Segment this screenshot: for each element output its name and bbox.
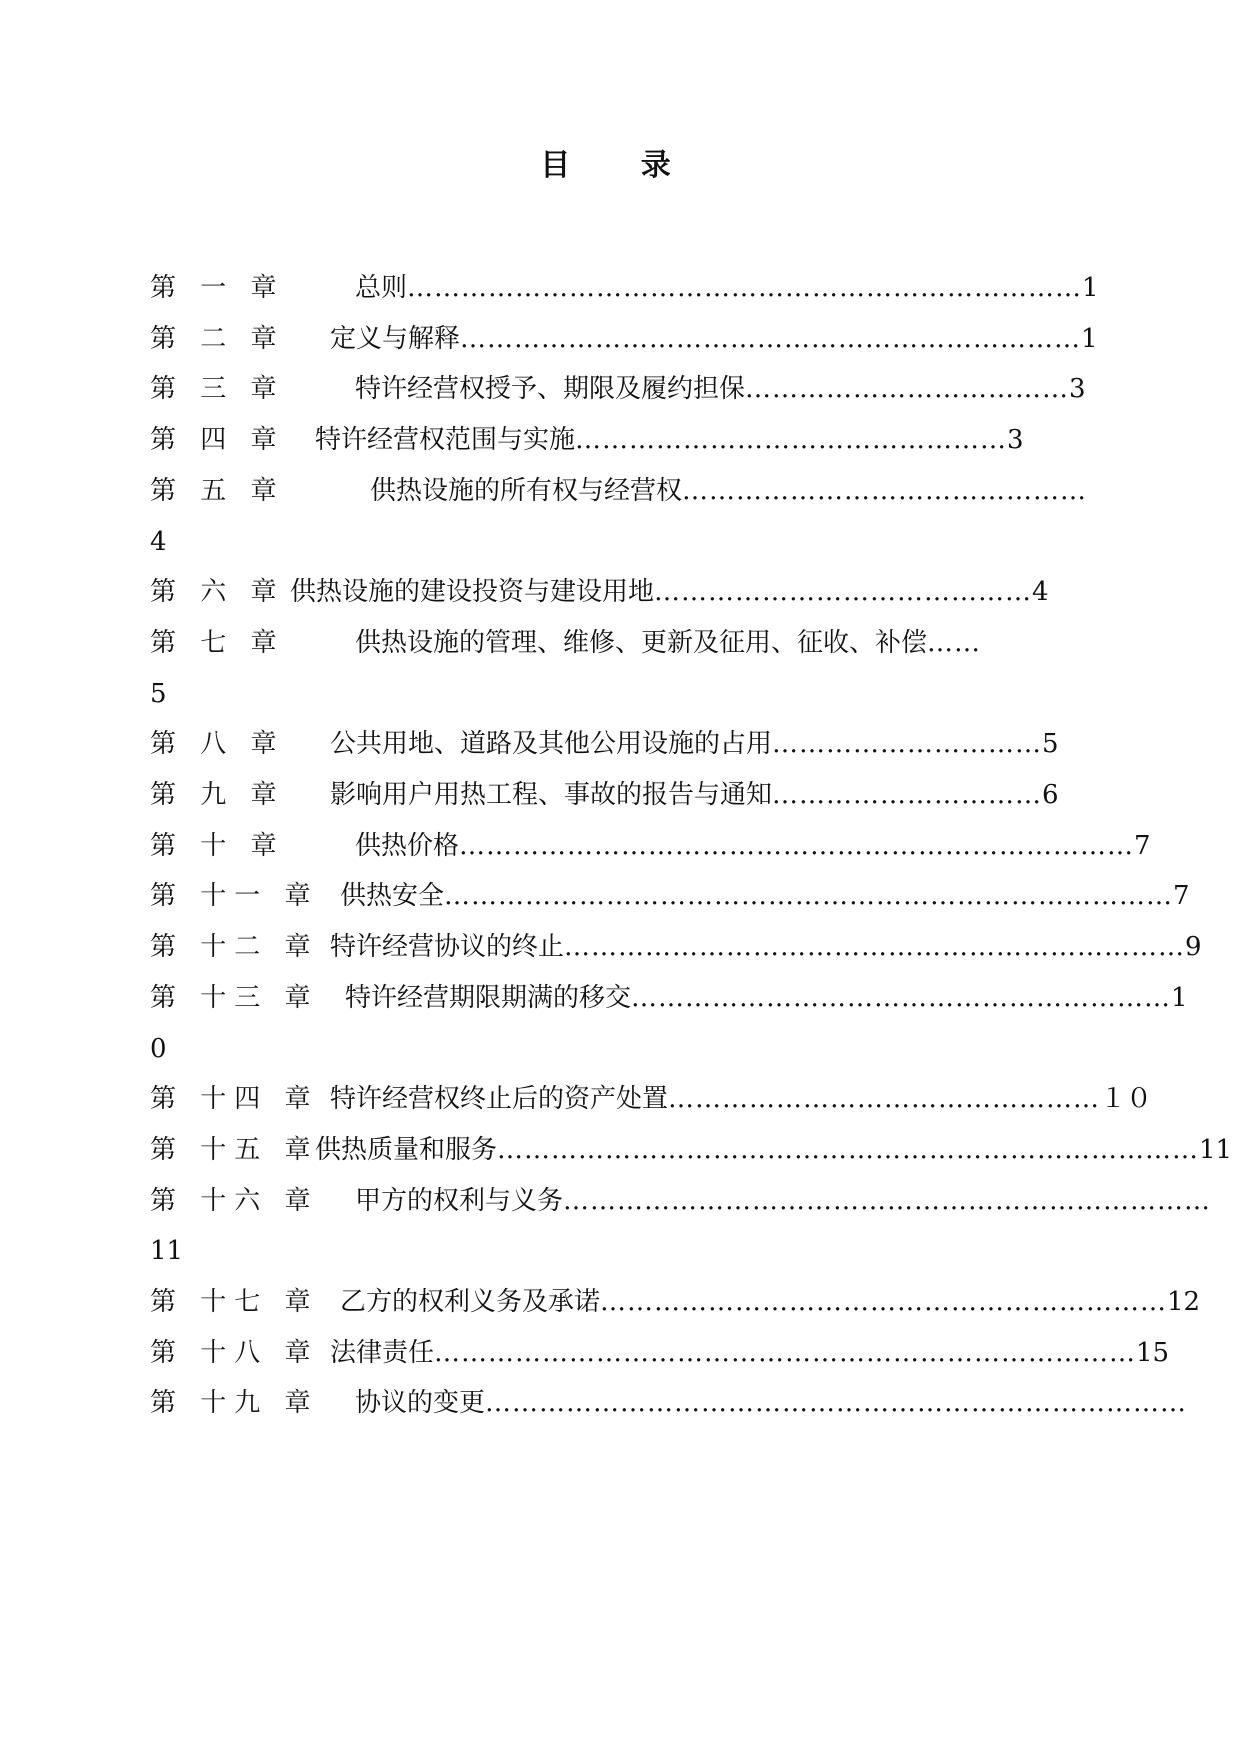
chapter-number: 第 十 章 xyxy=(150,830,285,861)
chapter-number: 第 十一 章 xyxy=(150,881,319,912)
leader-dots: ……………………………………………………… xyxy=(600,1287,1168,1317)
page-number-wrapped: 0 xyxy=(150,1033,167,1064)
toc-entry[interactable] xyxy=(150,268,1100,308)
page-number: 7 xyxy=(1134,830,1151,861)
chapter-title: 特许经营权授予、期限及履约担保 xyxy=(355,374,746,405)
toc-entry[interactable] xyxy=(150,826,1151,866)
chapter-title: 公共用地、道路及其他公用设施的占用 xyxy=(330,729,773,760)
toc-entry[interactable] xyxy=(150,724,1100,764)
chapter-number: 第 十五 章 xyxy=(150,1134,319,1165)
toc-entry[interactable] xyxy=(150,1181,1212,1221)
leader-dots: ……………………………………… xyxy=(682,475,1088,506)
leader-dots: ……………………………… xyxy=(745,374,1070,405)
leader-dots: …………………………………………………………… xyxy=(460,323,1082,354)
leader-dots: ………………………………………… xyxy=(575,425,1008,456)
chapter-title: 供热价格 xyxy=(355,830,460,861)
page-number: 7 xyxy=(1173,881,1190,912)
leader-dots: ……………………………………………………………………… xyxy=(444,881,1174,912)
leader-dots: …………………………………………………………… xyxy=(564,932,1186,963)
chapter-title: 总则 xyxy=(355,273,408,303)
chapter-title: 乙方的权利义务及承诺 xyxy=(340,1287,601,1317)
chapter-number: 第 四 章 xyxy=(150,425,285,456)
chapter-number: 第 七 章 xyxy=(150,627,285,658)
chapter-title: 特许经营协议的终止 xyxy=(330,932,565,963)
chapter-number: 第 十九 章 xyxy=(150,1388,319,1419)
toc-entry[interactable] xyxy=(150,471,1100,511)
chapter-number: 第 八 章 xyxy=(150,729,285,760)
leader-dots: …………………………………………………………………… xyxy=(497,1134,1200,1165)
page-number: 9 xyxy=(1185,932,1202,963)
chapter-title: 影响用户用热工程、事故的报告与通知 xyxy=(330,780,773,810)
chapter-number: 第 九 章 xyxy=(150,780,285,810)
toc-entry[interactable] xyxy=(150,1282,1201,1322)
leader-dots: ………………………………………………………………… xyxy=(459,830,1135,861)
toc-entry[interactable] xyxy=(150,775,1100,815)
chapter-title: 定义与解释 xyxy=(330,323,461,354)
toc-entry[interactable] xyxy=(150,1079,1153,1119)
chapter-number: 第 六 章 xyxy=(150,577,285,608)
chapter-title: 供热设施的管理、维修、更新及征用、征收、补偿 xyxy=(355,627,928,658)
toc-entry[interactable] xyxy=(150,319,1100,359)
leader-dots: …………………………………………………………………… xyxy=(434,1337,1137,1368)
page-number: 12 xyxy=(1167,1287,1201,1317)
page-number: 3 xyxy=(1069,374,1086,405)
leader-dots: ……………………………………………………………… xyxy=(563,1185,1212,1216)
leader-dots: ………………………………………………………………… xyxy=(407,273,1083,303)
chapter-number: 第 十二 章 xyxy=(150,932,319,963)
toc-entry[interactable] xyxy=(150,1383,1188,1423)
chapter-number: 第 二 章 xyxy=(150,323,285,354)
toc-entry[interactable] xyxy=(150,623,1100,663)
page-number: 11 xyxy=(1199,1134,1233,1165)
page-number: 15 xyxy=(1136,1337,1170,1368)
toc-entry[interactable] xyxy=(150,978,1188,1018)
page-number-wrapped: 4 xyxy=(150,526,167,557)
toc-entry[interactable] xyxy=(150,572,1100,612)
toc-entry[interactable] xyxy=(150,927,1202,967)
page-number-wrapped: 5 xyxy=(150,678,167,709)
page-number: 5 xyxy=(1042,729,1059,760)
chapter-number: 第 十四 章 xyxy=(150,1084,319,1115)
chapter-number: 第 十六 章 xyxy=(150,1185,319,1216)
chapter-title: 供热设施的建设投资与建设用地 xyxy=(290,577,655,608)
chapter-title: 供热安全 xyxy=(340,881,445,912)
toc-entry[interactable] xyxy=(150,876,1190,916)
chapter-title: 供热质量和服务 xyxy=(315,1134,498,1165)
leader-dots: …… xyxy=(927,627,982,658)
leader-dots: ………………………… xyxy=(772,780,1043,810)
toc-entry[interactable] xyxy=(150,1130,1233,1170)
page-number: 6 xyxy=(1042,780,1059,810)
chapter-title: 特许经营期限期满的移交 xyxy=(345,982,632,1013)
toc-entry[interactable] xyxy=(150,1333,1170,1373)
leader-dots: ………………………………………… xyxy=(668,1084,1101,1115)
page-title: 目 录 xyxy=(540,148,701,183)
chapter-number: 第 十七 章 xyxy=(150,1287,319,1317)
toc-entry[interactable] xyxy=(150,369,1100,409)
page-number: 1 xyxy=(1081,323,1098,354)
page-number: 1 xyxy=(1171,982,1188,1013)
chapter-number: 第 五 章 xyxy=(150,475,285,506)
page-number: 4 xyxy=(1032,577,1049,608)
chapter-title: 特许经营权终止后的资产处置 xyxy=(330,1084,669,1115)
leader-dots: …………………………………… xyxy=(654,577,1033,608)
chapter-title: 甲方的权利与义务 xyxy=(355,1185,564,1216)
toc-entry[interactable] xyxy=(150,420,1100,460)
leader-dots: …………………………………………………… xyxy=(631,982,1172,1013)
page-number: 1 xyxy=(1082,273,1099,303)
chapter-number: 第 三 章 xyxy=(150,374,285,405)
chapter-title: 供热设施的所有权与经营权 xyxy=(370,475,683,506)
chapter-title: 特许经营权范围与实施 xyxy=(315,425,576,456)
chapter-number: 第 十八 章 xyxy=(150,1337,319,1368)
page-number-wrapped: 11 xyxy=(150,1236,184,1267)
chapter-title: 协议的变更 xyxy=(355,1388,486,1419)
page-number: １０ xyxy=(1100,1084,1153,1115)
chapter-number: 第 十三 章 xyxy=(150,982,319,1013)
leader-dots: ………………………… xyxy=(772,729,1043,760)
chapter-number: 第 一 章 xyxy=(150,273,285,303)
leader-dots: …………………………………………………………………… xyxy=(485,1388,1188,1419)
chapter-title: 法律责任 xyxy=(330,1337,435,1368)
page-number: 3 xyxy=(1007,425,1024,456)
